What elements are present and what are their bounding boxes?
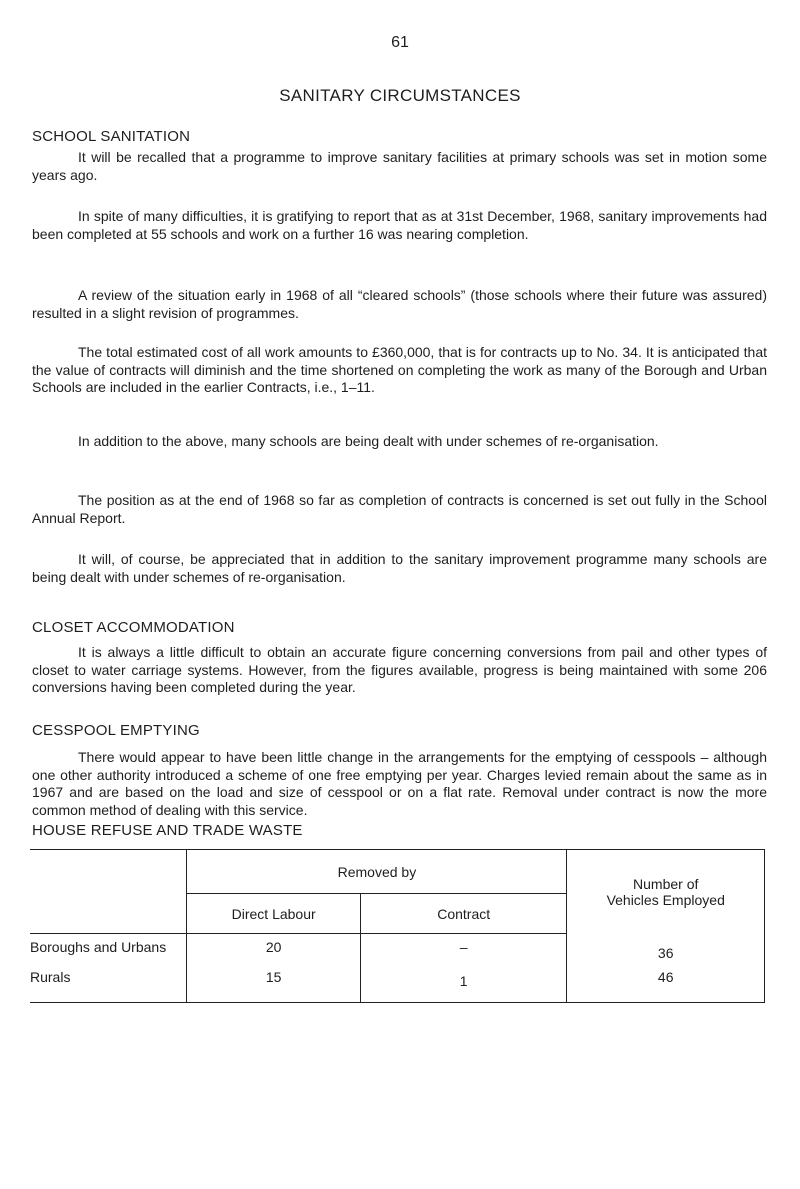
paragraph-school-sanitation-5: In addition to the above, many schools are being dealt with under schemes of re-organisation. [78, 433, 659, 449]
direct-labour-values-cell [187, 934, 360, 1003]
table-corner-cell [30, 850, 187, 894]
page-number: 61 [391, 34, 409, 51]
vehicles-rurals: 46 [657, 968, 674, 985]
contract-boroughs: – [459, 939, 468, 955]
paragraph-school-sanitation-3: A review of the situation early in 1968 of all “cleared schools” (those schools where their future was assured) resulted in a slight revision of programmes. [32, 287, 767, 321]
direct-labour-rurals: 15 [265, 969, 282, 985]
paragraph-closet-accommodation-1: It is always a little difficult to obtain an accurate figure concerning conversions from pail and other types of closet to water carriage systems. However, from the figures available, progress is being maintained with some 206 conversions having been completed during the year. [32, 644, 767, 696]
vehicles-header [567, 850, 765, 934]
direct-labour-header: Direct Labour [187, 894, 360, 934]
section-heading-house-refuse: HOUSE REFUSE AND TRADE WASTE [32, 822, 303, 839]
contract-rurals: 1 [459, 973, 468, 989]
section-heading-cesspool-emptying: CESSPOOL EMPTYING [32, 722, 200, 739]
table-label-header-cell [30, 894, 187, 934]
section-heading-school-sanitation: SCHOOL SANITATION [32, 128, 191, 145]
contract-values-cell [360, 934, 567, 1003]
vehicles-header-line1: Number of [633, 875, 699, 892]
row-label-rurals: Rurals [30, 969, 71, 985]
contract-header: Contract [360, 894, 567, 934]
paragraph-school-sanitation-7: It will, of course, be appreciated that in addition to the sanitary improvement programme many schools are being dealt with under schemes of re-organisation. [32, 551, 767, 585]
page-title: SANITARY CIRCUMSTANCES [279, 86, 521, 105]
removed-by-header: Removed by [187, 850, 567, 894]
row-labels-cell [30, 934, 187, 1003]
refuse-table [30, 849, 765, 1003]
paragraph-school-sanitation-4: The total estimated cost of all work amounts to £360,000, that is for contracts up to No. 34. It is anticipated that the value of contracts will diminish and the time shortened on completing the work as many of the Borough and Urban Schools are included in the earlier Contracts, i.e., 1–11. [32, 344, 767, 396]
row-label-boroughs: Boroughs and Urbans [30, 939, 167, 955]
paragraph-school-sanitation-1: It will be recalled that a programme to improve sanitary facilities at primary schools was set in motion some years ago. [32, 149, 767, 183]
section-heading-closet-accommodation: CLOSET ACCOMMODATION [32, 619, 235, 636]
vehicles-boroughs: 36 [657, 944, 674, 961]
table-header-row [30, 850, 765, 894]
paragraph-school-sanitation-2: In spite of many difficulties, it is gratifying to report that as at 31st December, 1968, sanitary improvements had been completed at 55 schools and work on a further 16 was nearing completion. [32, 208, 767, 242]
table-body-row [30, 934, 765, 1003]
direct-labour-boroughs: 20 [265, 939, 282, 955]
paragraph-school-sanitation-6: The position as at the end of 1968 so far as completion of contracts is concerned is set out fully in the School Annual Report. [32, 492, 767, 526]
paragraph-cesspool-emptying-1: There would appear to have been little change in the arrangements for the emptying of cesspools – although one other authority introduced a scheme of one free emptying per year. Charges levied remain about the same as in 1967 and are based on the load and size of cesspool or on a flat rate. Removal under contract is now the more common method of dealing with this service. [32, 749, 767, 818]
vehicles-header-line2: Vehicles Employed [606, 891, 725, 908]
vehicles-values-cell [567, 934, 765, 1003]
